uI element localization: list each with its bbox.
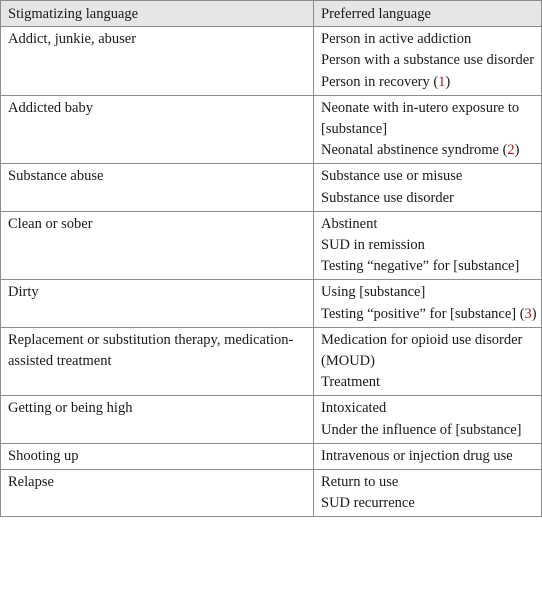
preferred-term-text: Abstinent: [321, 215, 378, 232]
reference-link[interactable]: 1: [438, 73, 446, 90]
table-row: [1, 164, 542, 211]
reference-close-paren: ): [531, 305, 537, 322]
preferred-cell: [314, 443, 542, 469]
preferred-term: [321, 304, 538, 325]
preferred-term-text: Intravenous or injection drug use: [321, 447, 513, 464]
preferred-term-text: Return to use: [321, 474, 399, 491]
preferred-term-text: Testing “positive” for [substance] (: [321, 305, 525, 322]
stigmatizing-cell: [1, 164, 314, 211]
reference-close-paren: ): [514, 142, 520, 159]
preferred-term-text: Treatment: [321, 374, 381, 391]
stigmatizing-cell: [1, 95, 314, 164]
preferred-cell: [314, 327, 542, 396]
stigmatizing-cell: [1, 470, 314, 517]
preferred-cell: [314, 164, 542, 211]
preferred-term: [321, 420, 538, 441]
preferred-cell: [314, 27, 542, 96]
preferred-term-text: Using [substance]: [321, 284, 426, 301]
preferred-term-text: SUD in remission: [321, 237, 425, 254]
preferred-term: [321, 235, 538, 256]
table-row: [1, 95, 542, 164]
stigmatizing-cell: [1, 280, 314, 327]
stigmatizing-cell: [1, 27, 314, 96]
table-row: [1, 396, 542, 443]
preferred-cell: [314, 280, 542, 327]
stigmatizing-term: Relapse: [8, 474, 54, 491]
preferred-term: [321, 330, 538, 372]
stigmatizing-term: Replacement or substitution therapy, medication-assisted treatment: [8, 331, 294, 370]
preferred-term: [321, 29, 538, 50]
preferred-cell: [314, 396, 542, 443]
stigmatizing-term: Clean or sober: [8, 215, 93, 232]
table-row: [1, 27, 542, 96]
preferred-term: [321, 72, 538, 93]
preferred-term-text: Person with a substance use disorder: [321, 52, 535, 69]
table-row: [1, 280, 542, 327]
stigmatizing-cell: [1, 211, 314, 280]
preferred-term-text: Neonatal abstinence syndrome (: [321, 142, 508, 159]
header-stigmatizing: Stigmatizing language: [1, 1, 314, 27]
preferred-term-text: Under the influence of [substance]: [321, 421, 522, 438]
preferred-term-text: Person in recovery (: [321, 73, 439, 90]
preferred-cell: [314, 470, 542, 517]
preferred-term-text: Intoxicated: [321, 400, 387, 417]
preferred-term-text: SUD recurrence: [321, 495, 415, 512]
stigmatizing-term: Addict, junkie, abuser: [8, 31, 137, 48]
preferred-term: [321, 282, 538, 303]
table-row: [1, 470, 542, 517]
preferred-term: [321, 214, 538, 235]
stigmatizing-term: Dirty: [8, 284, 39, 301]
preferred-term-text: Person in active addiction: [321, 31, 472, 48]
preferred-term-text: Neonate with in-utero exposure to [substance]: [321, 99, 520, 138]
stigmatizing-term: Substance abuse: [8, 168, 104, 185]
preferred-term: [321, 166, 538, 187]
preferred-term: [321, 50, 538, 71]
preferred-cell: [314, 211, 542, 280]
reference-link[interactable]: 2: [507, 142, 515, 159]
preferred-cell: [314, 95, 542, 164]
preferred-term-text: Medication for opioid use disorder (MOUD): [321, 331, 523, 370]
preferred-term: [321, 472, 538, 493]
stigmatizing-cell: [1, 443, 314, 469]
stigmatizing-term: Shooting up: [8, 447, 79, 464]
table-row: [1, 443, 542, 469]
header-row: [1, 1, 542, 27]
reference-link[interactable]: 3: [524, 305, 532, 322]
table-row: [1, 211, 542, 280]
preferred-term: [321, 188, 538, 209]
preferred-term: [321, 446, 538, 467]
stigmatizing-cell: [1, 327, 314, 396]
table-body: [1, 27, 542, 517]
table-row: [1, 327, 542, 396]
stigmatizing-cell: [1, 396, 314, 443]
stigmatizing-term: Addicted baby: [8, 99, 93, 116]
preferred-term: [321, 372, 538, 393]
preferred-term-text: Testing “negative” for [substance]: [321, 258, 520, 275]
preferred-term-text: Substance use or misuse: [321, 168, 463, 185]
preferred-term: [321, 398, 538, 419]
preferred-term: [321, 98, 538, 140]
preferred-term-text: Substance use disorder: [321, 189, 454, 206]
preferred-term: [321, 140, 538, 161]
preferred-term: [321, 493, 538, 514]
header-preferred: Preferred language: [314, 1, 542, 27]
reference-close-paren: ): [445, 73, 451, 90]
stigmatizing-term: Getting or being high: [8, 400, 133, 417]
preferred-term: [321, 256, 538, 277]
